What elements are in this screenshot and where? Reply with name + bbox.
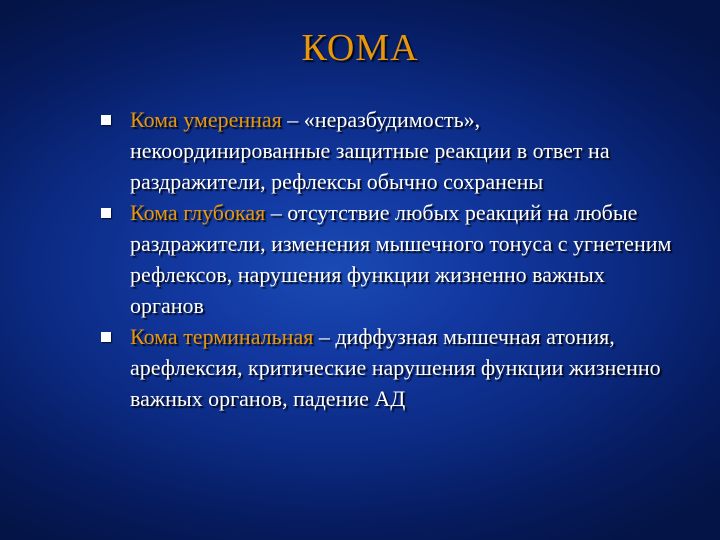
slide-title: КОМА [301, 27, 419, 69]
bullet-list [92, 104, 682, 414]
bullet-term: Кома глубокая [130, 200, 266, 225]
square-bullet-icon [101, 115, 111, 125]
bullet-item-deep-coma [92, 197, 682, 321]
bullet-term: Кома умеренная [130, 107, 282, 132]
bullet-text: – отсутствие любых реакций на любые раздражители, изменения мышечного тонуса с угнетеним рефлексов, нарушения функции жизненно важных органов [130, 200, 672, 318]
square-bullet-icon [101, 332, 111, 342]
bullet-item-moderate-coma [92, 104, 682, 197]
bullet-text: – диффузная мышечная атония, арефлексия, критические нарушения функции жизненно важных органов, падение АД [130, 324, 661, 411]
bullet-term: Кома терминальная [130, 324, 314, 349]
square-bullet-icon [101, 208, 111, 218]
bullet-text: – «неразбудимость», некоординированные защитные реакции в ответ на раздражители, рефлексы обычно сохранены [130, 107, 610, 194]
bullet-item-terminal-coma [92, 321, 682, 414]
